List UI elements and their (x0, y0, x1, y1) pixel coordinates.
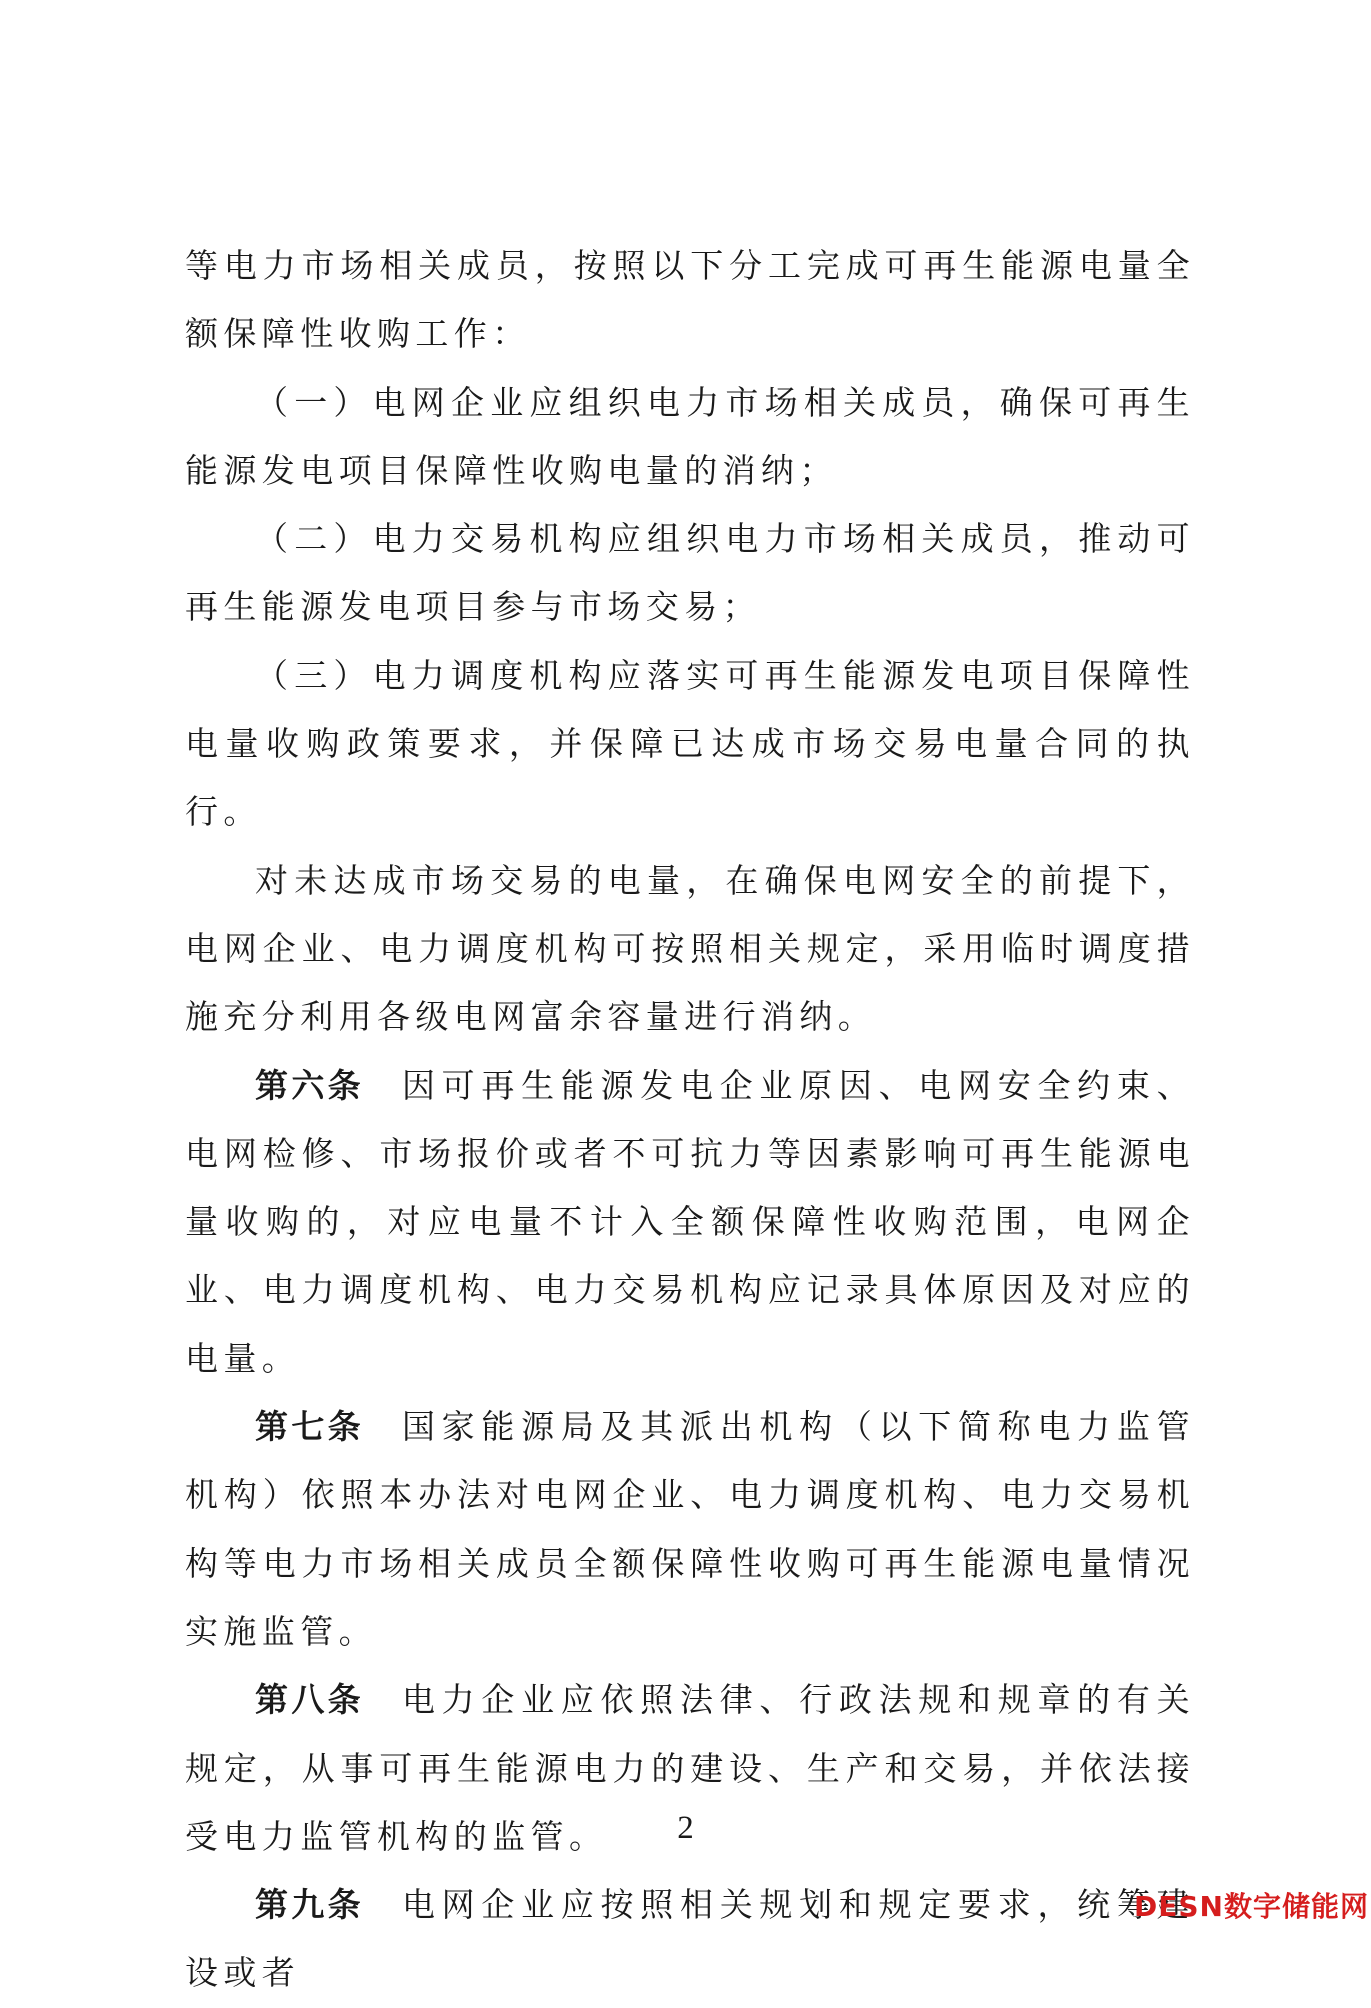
paragraph-text: （二）电力交易机构应组织电力市场相关成员，推动可再生能源发电项目参与市场交易； (185, 519, 1195, 627)
site-watermark-logo: DESN数字储能网 (1134, 1890, 1369, 1923)
paragraph-item-3 (185, 642, 1195, 847)
paragraph-item-2 (185, 505, 1195, 642)
article-text: 国家能源局及其派出机构（以下简称电力监管机构）依照本办法对电网企业、电力调度机构、电力交易机构等电力市场相关成员全额保障性收购可再生能源电量情况实施监管。 (185, 1407, 1196, 1651)
article-9 (185, 1871, 1195, 2008)
article-number: 第九条 (255, 1885, 364, 1925)
page-number: 2 (677, 1810, 694, 1846)
paragraph-text: 对未达成市场交易的电量，在确保电网安全的前提下，电网企业、电力调度机构可按照相关规定，采用临时调度措施充分利用各级电网富余容量进行消纳。 (185, 860, 1195, 1037)
article-text: 因可再生能源发电企业原因、电网安全约束、电网检修、市场报价或者不可抗力等因素影响可再生能源电量收购的，对应电量不计入全额保障性收购范围，电网企业、电力调度机构、电力交易机构应记录具体原因及对应的电量。 (185, 1065, 1196, 1378)
article-number: 第八条 (255, 1680, 364, 1720)
paragraph-unmatched-volume (185, 847, 1195, 1052)
paragraph-item-1 (185, 369, 1195, 506)
paragraph-text: 等电力市场相关成员，按照以下分工完成可再生能源电量全额保障性收购工作： (185, 246, 1195, 354)
article-number: 第六条 (255, 1065, 364, 1105)
paragraph-text: （三）电力调度机构应落实可再生能源发电项目保障性电量收购政策要求，并保障已达成市场交易电量合同的执行。 (185, 655, 1195, 832)
article-text: 电网企业应按照相关规划和规定要求，统筹建设或者 (185, 1885, 1196, 1993)
article-text: 电力企业应依照法律、行政法规和规章的有关规定，从事可再生能源电力的建设、生产和交易，并依法接受电力监管机构的监管。 (185, 1680, 1196, 1856)
article-number: 第七条 (255, 1407, 364, 1447)
article-7 (185, 1393, 1195, 1666)
article-6 (185, 1052, 1195, 1393)
paragraph-text: （一）电网企业应组织电力市场相关成员，确保可再生能源发电项目保障性收购电量的消纳； (185, 382, 1195, 490)
document-body (185, 232, 1195, 2008)
paragraph-continuation (185, 232, 1195, 369)
